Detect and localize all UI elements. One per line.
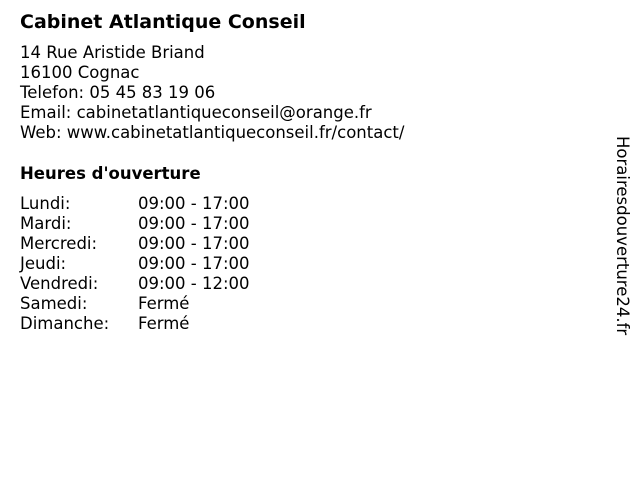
time-value: 09:00 - 17:00: [138, 254, 250, 273]
site-watermark: Horairesdouverture24.fr: [613, 136, 632, 336]
email-address: Email: cabinetatlantiqueconseil@orange.fr: [20, 103, 372, 122]
time-value: Fermé: [138, 314, 190, 333]
time-value: 09:00 - 17:00: [138, 234, 250, 253]
day-label: Jeudi:: [20, 254, 67, 273]
website-url: Web: www.cabinetatlantiqueconseil.fr/contact/: [20, 123, 405, 142]
hours-row-wednesday: [20, 234, 250, 254]
time-value: 09:00 - 12:00: [138, 274, 250, 293]
time-value: Fermé: [138, 294, 190, 313]
day-label: Vendredi:: [20, 274, 99, 293]
contact-block: [20, 43, 404, 143]
city-postcode: 16100 Cognac: [20, 63, 140, 82]
day-label: Samedi:: [20, 294, 88, 313]
hours-row-saturday: [20, 294, 250, 314]
hours-row-tuesday: [20, 214, 250, 234]
hours-row-sunday: [20, 314, 250, 334]
day-label: Mercredi:: [20, 234, 98, 253]
hours-row-monday: [20, 194, 250, 214]
time-value: 09:00 - 17:00: [138, 214, 250, 233]
day-label: Lundi:: [20, 194, 71, 213]
hours-row-friday: [20, 274, 250, 294]
day-label: Dimanche:: [20, 314, 110, 333]
opening-hours-heading: Heures d'ouverture: [20, 164, 201, 183]
phone-number: Telefon: 05 45 83 19 06: [20, 83, 216, 102]
street-address: 14 Rue Aristide Briand: [20, 43, 205, 62]
opening-hours-list: [20, 194, 250, 334]
company-name: Cabinet Atlantique Conseil: [20, 11, 306, 33]
hours-row-thursday: [20, 254, 250, 274]
time-value: 09:00 - 17:00: [138, 194, 250, 213]
day-label: Mardi:: [20, 214, 72, 233]
